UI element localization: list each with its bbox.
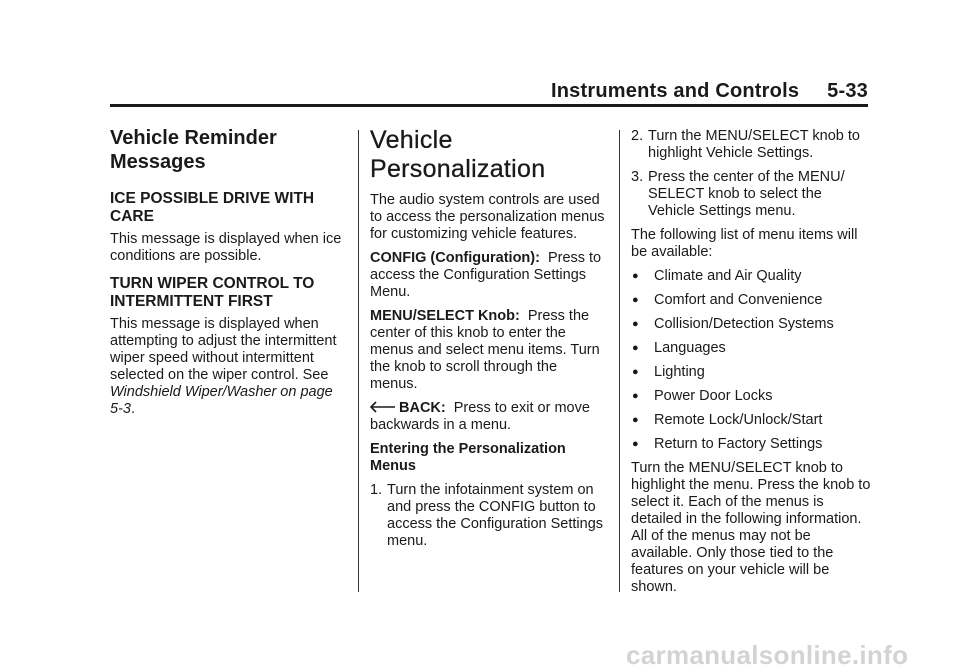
- column-divider-right: [619, 130, 620, 592]
- list-item: [631, 292, 871, 309]
- column-divider-left: [358, 130, 359, 592]
- list-item-text: Remote Lock/Unlock/Start: [654, 412, 823, 428]
- menu-paragraph: [370, 308, 606, 393]
- step-1-text: Turn the infotainment system on and press the CONFIG button to access the Configuration Settings menu.: [387, 482, 604, 549]
- list-item-text: Languages: [654, 340, 726, 356]
- message-body-wiper: [110, 316, 346, 418]
- section-heading-personalization: Vehicle Personalization: [370, 126, 546, 183]
- page-header: [110, 80, 868, 102]
- menu-label: MENU/SELECT Knob:: [370, 308, 520, 324]
- bullet-icon: ●: [632, 366, 639, 378]
- config-label: CONFIG (Configuration):: [370, 250, 540, 266]
- header-rule: [110, 104, 868, 107]
- entering-heading: Entering the Personalization Menus: [370, 441, 566, 474]
- back-arrow-icon: [370, 401, 396, 413]
- list-item-text: Return to Factory Settings: [654, 436, 823, 452]
- list-item-text: Climate and Air Quality: [654, 268, 802, 284]
- list-item: [631, 412, 871, 429]
- menu-text: Press the center of this knob to enter the menus and select menu items. Turn the knob to scroll through the menus.: [370, 308, 600, 392]
- bullet-icon: ●: [632, 390, 639, 402]
- list-item: [631, 388, 871, 405]
- watermark: carmanualsonline.info: [626, 640, 909, 670]
- list-item-text: Lighting: [654, 364, 705, 380]
- config-paragraph: [370, 250, 606, 301]
- list-item: [631, 364, 871, 381]
- list-intro: The following list of menu items will be available:: [631, 227, 858, 260]
- step-1-number: 1.: [370, 482, 383, 498]
- step-3-text: Press the center of the MENU/ SELECT knob to select the Vehicle Settings menu.: [648, 169, 845, 219]
- step-2: [631, 128, 871, 162]
- back-paragraph: [370, 400, 606, 434]
- list-item: [631, 316, 871, 333]
- bullet-icon: ●: [632, 414, 639, 426]
- menu-item-list: [631, 268, 871, 453]
- wiper-body-end: .: [130, 401, 135, 417]
- message-heading-wiper: TURN WIPER CONTROL TO INTERMITTENT FIRST: [110, 275, 315, 310]
- list-item: [631, 436, 871, 453]
- step-2-number: 2.: [631, 128, 644, 144]
- wiper-body-text: This message is displayed when attempting to adjust the intermittent wiper speed without intermittent selected on the wiper control. See: [110, 316, 337, 383]
- bullet-icon: ●: [632, 294, 639, 306]
- bullet-icon: ●: [632, 270, 639, 282]
- column-3: [631, 128, 871, 596]
- list-item-text: Collision/Detection Systems: [654, 316, 834, 332]
- column-2: [370, 126, 606, 550]
- config-text: Press to access the Configuration Settings Menu.: [370, 250, 602, 300]
- list-item: [631, 340, 871, 357]
- list-item: [631, 268, 871, 285]
- message-heading-ice: ICE POSSIBLE DRIVE WITH CARE: [110, 190, 315, 225]
- step-3-number: 3.: [631, 169, 644, 185]
- step-2-text: Turn the MENU/SELECT knob to highlight Vehicle Settings.: [648, 128, 860, 161]
- back-label: BACK:: [399, 400, 446, 416]
- step-3: [631, 169, 871, 220]
- outro-paragraph: Turn the MENU/SELECT knob to highlight the menu. Press the knob to select it. Each of the menus is detailed in the following information. All of the menus may not be available. Only those tied to the features on your vehicle will be shown.: [631, 460, 871, 595]
- back-text: Press to exit or move backwards in a menu.: [370, 400, 590, 433]
- bullet-icon: ●: [632, 318, 639, 330]
- section-title: Instruments and Controls: [551, 80, 800, 102]
- section-heading-reminder: Vehicle Reminder Messages: [110, 127, 277, 173]
- list-item-text: Comfort and Convenience: [654, 292, 823, 308]
- intro-paragraph: The audio system controls are used to access the personalization menus for customizing vehicle features.: [370, 192, 605, 242]
- page-number: 5-33: [827, 80, 868, 102]
- list-item-text: Power Door Locks: [654, 388, 773, 404]
- column-1: [110, 126, 346, 418]
- bullet-icon: ●: [632, 438, 639, 450]
- bullet-icon: ●: [632, 342, 639, 354]
- step-1: [370, 482, 606, 550]
- message-body-ice: This message is displayed when ice conditions are possible.: [110, 231, 342, 264]
- wiper-link[interactable]: Windshield Wiper/Washer on page 5-3: [110, 384, 333, 417]
